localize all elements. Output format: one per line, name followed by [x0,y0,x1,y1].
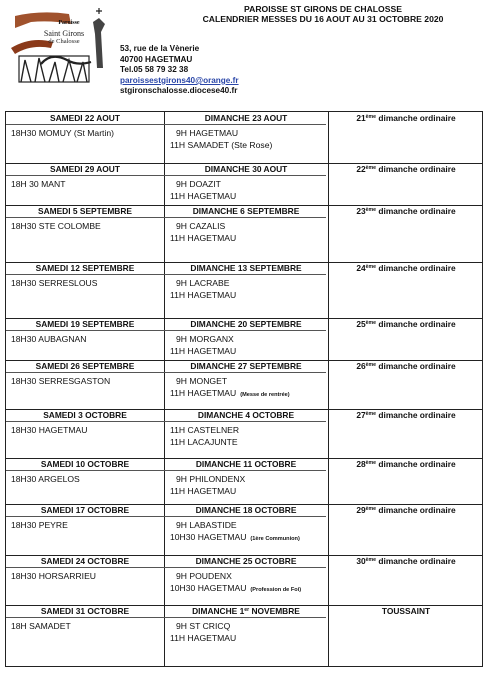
column-divider [328,112,329,666]
sunday-mass-2-text: 11H HAGETMAU [170,233,237,243]
parish-address [120,44,239,97]
ordinal-suffix: ème [365,506,377,512]
ordinal-suffix: ème [365,362,377,368]
sunday-mass-2-text: 11H HAGETMAU [170,388,237,398]
liturgical-day [328,361,484,371]
liturgical-number: 24 [356,263,366,273]
sunday-date: DIMANCHE 20 SEPTEMBRE [190,319,302,329]
saturday-mass: 18H30 AUBAGNAN [11,334,87,344]
sunday-mass-2 [170,632,236,644]
liturgical-day [328,556,484,566]
sunday-mass-1: 9H MONGET [176,376,228,386]
mass-note: (Messe de rentrée) [240,392,290,398]
mass-schedule-table [5,111,483,667]
address-street: 53, rue de la Vènerie [120,44,200,53]
liturgical-number: 30 [356,556,366,566]
header-underline [6,175,326,176]
sunday-mass-2 [170,485,236,497]
sunday-mass-1: 9H CAZALIS [176,221,226,231]
sunday-date: DIMANCHE 6 SEPTEMBRE [192,206,300,216]
sunday-mass-2-text: 11H HAGETMAU [170,633,237,643]
sunday-mass-2 [170,345,236,357]
header-underline [6,470,326,471]
sunday-mass-1: 9H LABASTIDE [176,520,237,530]
sunday-date: DIMANCHE 30 AOUT [204,164,288,174]
ordinal-suffix: er [244,607,250,613]
sunday-mass-1: 9H PHILONDENX [176,474,246,484]
liturgical-day [328,113,484,123]
sunday-mass-1: 9H LACRABE [176,278,230,288]
sunday-mass-2 [170,139,272,151]
header-underline [6,516,326,517]
ordinal-suffix: ème [365,460,377,466]
liturgical-day [328,319,484,329]
liturgical-day [328,164,484,174]
ordinal-suffix: ème [365,557,377,563]
header-underline [6,421,326,422]
header-underline [6,372,326,373]
sunday-mass-2 [170,531,300,545]
saturday-mass: 18H30 STE COLOMBE [11,221,101,231]
sunday-mass-2-text: 10H30 HAGETMAU [170,532,247,542]
saturday-date: SAMEDI 19 SEPTEMBRE [35,319,135,329]
saturday-date: SAMEDI 31 OCTOBRE [40,606,130,616]
liturgical-number: 23 [356,206,366,216]
liturgical-number: 28 [356,459,366,469]
mass-note: (Profession de Foi) [250,587,302,593]
saturday-date: SAMEDI 3 OCTOBRE [43,410,127,420]
liturgical-text: dimanche ordinaire [376,361,456,371]
document-title [158,4,488,24]
saturday-mass: 18H30 SERRESLOUS [11,278,98,288]
ordinal-suffix: ème [365,264,377,270]
saturday-mass: 18H SAMADET [11,621,71,631]
sunday-mass-2-text: 11H LACAJUNTE [170,437,238,447]
sunday-date [164,606,328,616]
liturgical-text: dimanche ordinaire [376,319,456,329]
sunday-mass-2 [170,582,301,596]
header-underline [6,124,326,125]
ordinal-suffix: ème [365,207,377,213]
liturgical-text: dimanche ordinaire [376,505,456,515]
sunday-mass-2-text: 11H HAGETMAU [170,290,237,300]
sunday-date: DIMANCHE 23 AOUT [204,113,288,123]
liturgical-day [328,263,484,273]
sunday-mass-1: 11H CASTELNER [170,425,240,435]
sunday-mass-2 [170,436,238,448]
title-line-1: PAROISSE ST GIRONS DE CHALOSSE [244,4,402,14]
address-phone: Tel.05 58 79 32 38 [120,65,189,75]
liturgical-text: dimanche ordinaire [376,164,456,174]
sunday-mass-2 [170,190,236,202]
email-link[interactable]: paroissestgirons40@orange.fr [120,75,239,85]
liturgical-text: dimanche ordinaire [376,263,456,273]
liturgical-number: 25 [356,319,366,329]
ordinal-suffix: ème [365,114,377,120]
liturgical-day [328,505,484,515]
saturday-date: SAMEDI 5 SEPTEMBRE [37,206,132,216]
saturday-date: SAMEDI 10 OCTOBRE [40,459,130,469]
liturgical-number: 29 [356,505,366,515]
address-city: 40700 HAGETMAU [120,54,193,64]
ordinal-suffix: ème [365,411,377,417]
saturday-mass: 18H30 ARGELOS [11,474,80,484]
saturday-mass: 18H30 PEYRE [11,520,68,530]
sunday-date: DIMANCHE 27 SEPTEMBRE [190,361,302,371]
sunday-date: DIMANCHE 4 OCTOBRE [197,410,295,420]
liturgical-text: dimanche ordinaire [376,556,456,566]
header-underline [6,617,326,618]
sunday-mass-2-text: 11H HAGETMAU [170,191,237,201]
sunday-mass-1: 9H ST CRICQ [176,621,231,631]
saturday-date: SAMEDI 22 AOUT [50,113,120,123]
sunday-mass-2-text: 10H30 HAGETMAU [170,583,247,593]
header-underline [6,330,326,331]
sunday-mass-1: 9H HAGETMAU [176,128,239,138]
header-underline [6,217,326,218]
liturgical-text: dimanche ordinaire [376,410,456,420]
ordinal-suffix: ème [365,320,377,326]
liturgical-number: 22 [356,164,366,174]
liturgical-number: 26 [356,361,366,371]
sunday-date: DIMANCHE 25 OCTOBRE [195,556,297,566]
saturday-date: SAMEDI 17 OCTOBRE [40,505,130,515]
logo-line-3: de Chalosse [48,38,80,45]
sunday-date: DIMANCHE 11 OCTOBRE [195,459,297,469]
saturday-date: SAMEDI 29 AOUT [50,164,120,174]
liturgical-number: 27 [356,410,366,420]
saturday-mass: 18H30 SERRESGASTON [11,376,111,386]
liturgical-text: dimanche ordinaire [376,206,456,216]
liturgical-text: dimanche ordinaire [376,113,456,123]
sunday-mass-1: 9H POUDENX [176,571,232,581]
sunday-mass-2 [170,232,236,244]
liturgical-day [328,459,484,469]
liturgical-day [328,206,484,216]
sunday-mass-2-text: 11H HAGETMAU [170,486,237,496]
sunday-date: DIMANCHE 18 OCTOBRE [195,505,297,515]
liturgical-text: dimanche ordinaire [376,459,456,469]
sunday-mass-2 [170,289,236,301]
logo-line-2: Saint Girons [43,29,85,38]
sunday-mass-2 [170,387,290,401]
website-text: stgironschalosse.diocese40.fr [120,86,238,96]
mass-note: (1ère Communion) [250,536,300,542]
parish-logo [11,8,111,90]
sunday-date-text: DIMANCHE 1 [192,606,245,616]
sunday-date: DIMANCHE 13 SEPTEMBRE [190,263,302,273]
column-divider [164,112,165,666]
title-line-2: CALENDRIER MESSES DU 16 AOUT AU 31 OCTOBRE 2020 [202,14,444,24]
ordinal-suffix: ème [365,165,377,171]
sunday-mass-2-text: 11H SAMADET (Ste Rose) [170,140,273,150]
sunday-mass-1: 9H MORGANX [176,334,234,344]
liturgical-day [328,410,484,420]
saturday-mass: 18H30 HAGETMAU [11,425,88,435]
liturgical-day [328,606,484,616]
saturday-date: SAMEDI 12 SEPTEMBRE [35,263,135,273]
header-underline [6,567,326,568]
saturday-date: SAMEDI 26 SEPTEMBRE [35,361,135,371]
saturday-mass: 18H30 HORSARRIEU [11,571,97,581]
liturgical-number: 21 [356,113,366,123]
saturday-mass: 18H30 MOMUY (St Martin) [11,128,114,138]
saturday-date: SAMEDI 24 OCTOBRE [40,556,130,566]
sunday-date-month: NOVEMBRE [249,606,300,616]
header-underline [6,274,326,275]
sunday-mass-1: 9H DOAZIT [176,179,221,189]
saturday-mass: 18H 30 MANT [11,179,66,189]
logo-line-1: Paroisse [58,20,80,26]
liturgical-number: TOUSSAINT [381,606,431,616]
sunday-mass-2-text: 11H HAGETMAU [170,346,237,356]
